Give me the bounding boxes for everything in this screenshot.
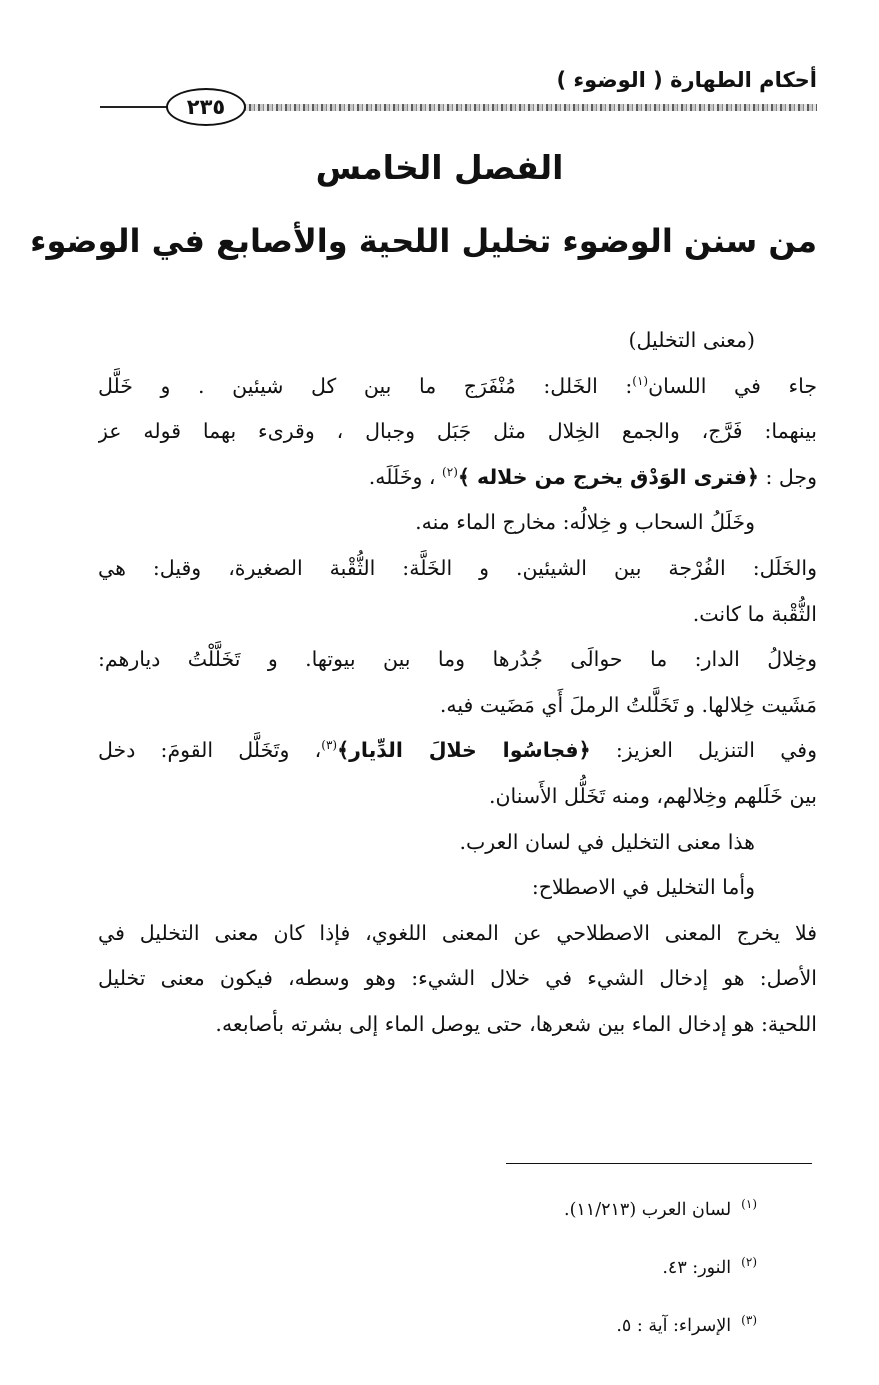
quran-quote: ﴿فجاسُوا خلالَ الدِّيار﴾ xyxy=(337,738,591,763)
footnote-text: الإسراء: آية : ٥. xyxy=(616,1315,732,1336)
footnote-text: النور: ٤٣. xyxy=(662,1257,732,1278)
text-run: الثُّقْبة ما كانت. xyxy=(692,601,817,626)
text-line xyxy=(98,911,817,957)
text-run: بينهما: فَرَّج، والجمع الخِلال مثل جَبَل وجبال ، وقرىء بهما قوله عز xyxy=(98,419,817,444)
footnote-number: (٢) xyxy=(741,1254,757,1269)
text-run: الأصل: هو إدخال الشيء في خلال الشيء: وهو وسطه، فيكون معنى تخليل xyxy=(98,966,817,991)
footnote-ref: (٢) xyxy=(442,464,458,479)
text-line xyxy=(98,592,817,638)
header-rule-left xyxy=(100,106,172,108)
text-line xyxy=(98,865,817,911)
paragraph-lines xyxy=(98,364,817,1048)
footnote-ref: (١) xyxy=(632,373,649,388)
header-rule xyxy=(240,104,817,111)
page-number: ٢٣٥ xyxy=(166,88,246,126)
text-run: بين خَلَلهم وخِلالهم، ومنه تَخَلُّل الأَسنان. xyxy=(488,783,817,808)
text-line xyxy=(98,455,817,501)
text-run: هذا معنى التخليل في لسان العرب. xyxy=(459,829,755,854)
text-run: جاء في اللسان xyxy=(648,373,817,398)
text-line xyxy=(98,956,817,1002)
text-line xyxy=(98,546,817,592)
text-run: اللحية: هو إدخال الماء بين شعرها، حتى يوصل الماء إلى بشرته بأصابعه. xyxy=(215,1011,817,1036)
text-line xyxy=(98,820,817,866)
chapter-title: الفصل الخامس xyxy=(315,148,564,187)
footnote-number: (٣) xyxy=(741,1312,757,1327)
text-run: ، وخَلَلَه. xyxy=(368,464,443,489)
footnote xyxy=(564,1294,757,1352)
text-line xyxy=(98,728,817,774)
text-run: : الخَلل: مُنْفَرَج ما بين كل شيئين . و خَلَّل xyxy=(98,373,633,398)
running-title: أحكام الطهارة ( الوضوء ) xyxy=(556,68,817,92)
text-run: وجل : xyxy=(758,464,817,489)
text-line xyxy=(98,774,817,820)
footnote-divider xyxy=(506,1163,812,1164)
footnote xyxy=(564,1178,757,1236)
text-run: والخَلَل: الفُرْجة بين الشيئين. و الخَلَّة: الثُّقْبة الصغيرة، وقيل: هي xyxy=(98,555,817,580)
text-run: فلا يخرج المعنى الاصطلاحي عن المعنى اللغوي، فإذا كان معنى التخليل في xyxy=(98,920,817,945)
footnote-number: (١) xyxy=(741,1197,757,1211)
text-run: ، وتَخَلَّل القومَ: دخل xyxy=(98,738,322,763)
text-run: وأما التخليل في الاصطلاح: xyxy=(531,875,755,900)
text-line xyxy=(98,409,817,455)
text-line xyxy=(98,500,817,546)
footnotes xyxy=(564,1178,757,1351)
body-text xyxy=(98,318,817,1048)
footnote-text: لسان العرب (١١/٢١٣). xyxy=(564,1199,732,1220)
footnote xyxy=(564,1236,757,1294)
text-run: وخِلالُ الدار: ما حوالَى جُدُرها وما بين بيوتها. و تَخَلَّلْتُ ديارهم: xyxy=(98,647,817,672)
text-run: وخَلَلُ السحاب و خِلالُه: مخارج الماء منه. xyxy=(415,510,755,535)
text-line xyxy=(98,364,817,410)
quran-quote: ﴿فترى الوَدْق يخرج من خلاله ﴾ xyxy=(457,464,759,489)
text-line xyxy=(98,637,817,683)
text-line xyxy=(98,1002,817,1048)
section-title: من سنن الوضوء تخليل اللحية والأصابع في الوضوء xyxy=(30,222,817,260)
text-line xyxy=(98,683,817,729)
text-run: مَشَيت خِلالها. و تَخَلَّلتُ الرملَ أَي مَضَيت فيه. xyxy=(439,692,817,717)
footnote-ref: (٣) xyxy=(321,738,338,753)
subheading: (معنى التخليل) xyxy=(628,328,755,352)
text-run: وفي التنزيل العزيز: xyxy=(590,738,817,763)
